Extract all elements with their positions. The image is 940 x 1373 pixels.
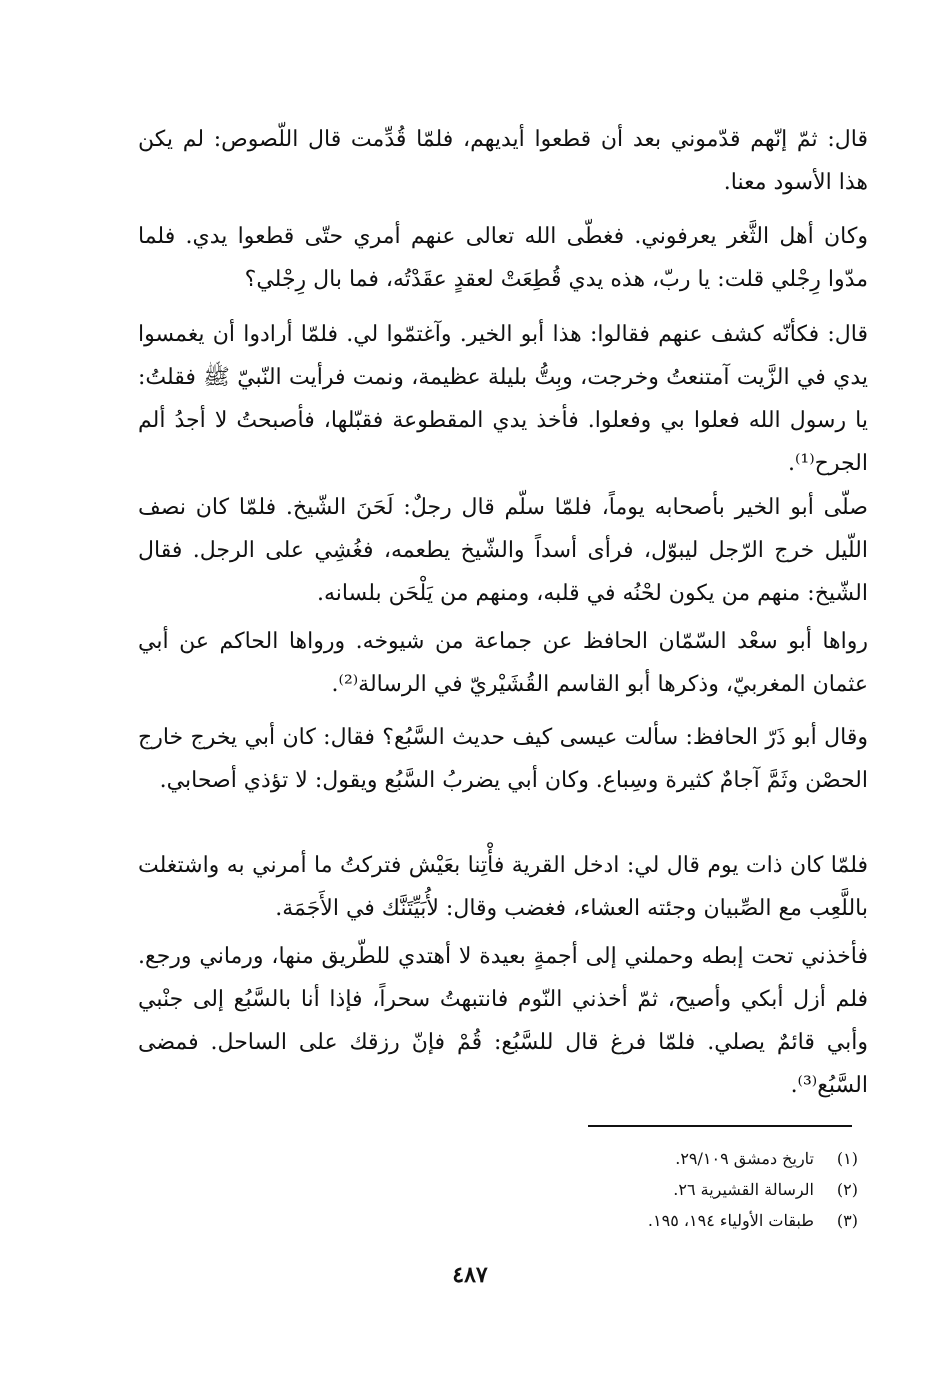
page-number: ٤٨٧	[452, 1262, 488, 1288]
footnote-divider	[588, 1125, 852, 1127]
footnotes	[498, 1143, 858, 1236]
paragraph-4: صلّى أبو الخير بأصحابه يوماً، فلمّا سلّم قال رجلٌ: لَحَنَ الشّيخ. فلمّا كان نصف اللّيل خرج الرّجل ليبوّل، فرأى أسداً والشّيخ يطعمه، فغُشِي على الرجل. فقال الشّيخ: منهم من يكون لحْنُه في قلبه، ومنهم من يَلْحَن بلسانه.	[138, 495, 868, 606]
paragraph-2: وكان أهل الثَّغر يعرفوني. فغطّى الله تعالى عنهم أمري حتّى قطعوا يدي. فلما مدّوا رِجْلي قلت: يا ربّ، هذه يدي قُطِعَتْ لعقدٍ عقَدْتُه، فما بال رِجْلي؟	[138, 224, 868, 292]
footnote-2	[498, 1174, 858, 1205]
footnote-number: (٣)	[836, 1211, 858, 1230]
footnote-text: طبقات الأولياء ١٩٤، ١٩٥.	[647, 1211, 814, 1230]
paragraph-3: قال: فكأنّه كشف عنهم فقالوا: هذا أبو الخير. وآغتمّوا لي. فلمّا أرادوا أن يغمسوا يدي في الزَّيت آمتنعتُ وخرجت، وبِتُّ بليلة عظيمة، ونمت فرأيت النّبيّ ﷺ فقلتُ: يا رسول الله فعلوا بي وفعلوا. فأخذ يدي المقطوعة فقبّلها، فأصبحتُ لا أجدُ ألم الجرح⁽¹⁾.	[138, 322, 868, 476]
paragraph-7: فلمّا كان ذات يوم قال لي: ادخل القرية فأْتِنا بعَيْش فتركتُ ما أمرني به واشتغلت باللَّعِب مع الصِّبيان وجئته العشاء، فغضب وقال: لأُبَيِّتَنَّك في الأَجَمَة.	[138, 853, 868, 921]
footnote-number: (٢)	[836, 1180, 858, 1199]
footnote-number: (١)	[836, 1149, 858, 1168]
footnote-text: تاريخ دمشق ٢٩/١٠٩.	[675, 1149, 814, 1168]
footnote-text: الرسالة القشيرية ٢٦.	[673, 1180, 814, 1199]
footnote-1	[498, 1143, 858, 1174]
paragraph-1: قال: ثمّ إنّهم قدّموني بعد أن قطعوا أيديهم، فلمّا قُدِّمت قال اللّصوص: لم يكن هذا الأسود معنا.	[138, 127, 868, 195]
footnote-3	[498, 1205, 858, 1236]
paragraph-8: فأخذني تحت إبطه وحملني إلى أجمةٍ بعيدة لا أهتدي للطّريق منها، ورماني ورجع. فلم أزل أبكي وأصيح، ثمّ أخذني النّوم فانتبهتُ سحراً، فإذا أنا بالسَّبُع إلى جنْبي وأبي قائمٌ يصلي. فلمّا فرغ قال للسَّبُع: قُمْ فإنّ رزقك على الساحل. فمضى السَّبُع⁽³⁾.	[138, 944, 868, 1098]
paragraph-6: وقال أبو ذَرّ الحافظ: سألت عيسى كيف حديث السَّبُع؟ فقال: كان أبي يخرج خارج الحصْن وثَمَّ آجامٌ كثيرة وسِباع. وكان أبي يضربُ السَّبُع ويقول: لا تؤذي أصحابي.	[138, 725, 868, 793]
paragraph-5: رواها أبو سعْد السّمّان الحافظ عن جماعة من شيوخه. ورواها الحاكم عن أبي عثمان المغربيّ، وذكرها أبو القاسم القُشَيْريّ في الرسالة⁽²⁾.	[138, 629, 868, 697]
